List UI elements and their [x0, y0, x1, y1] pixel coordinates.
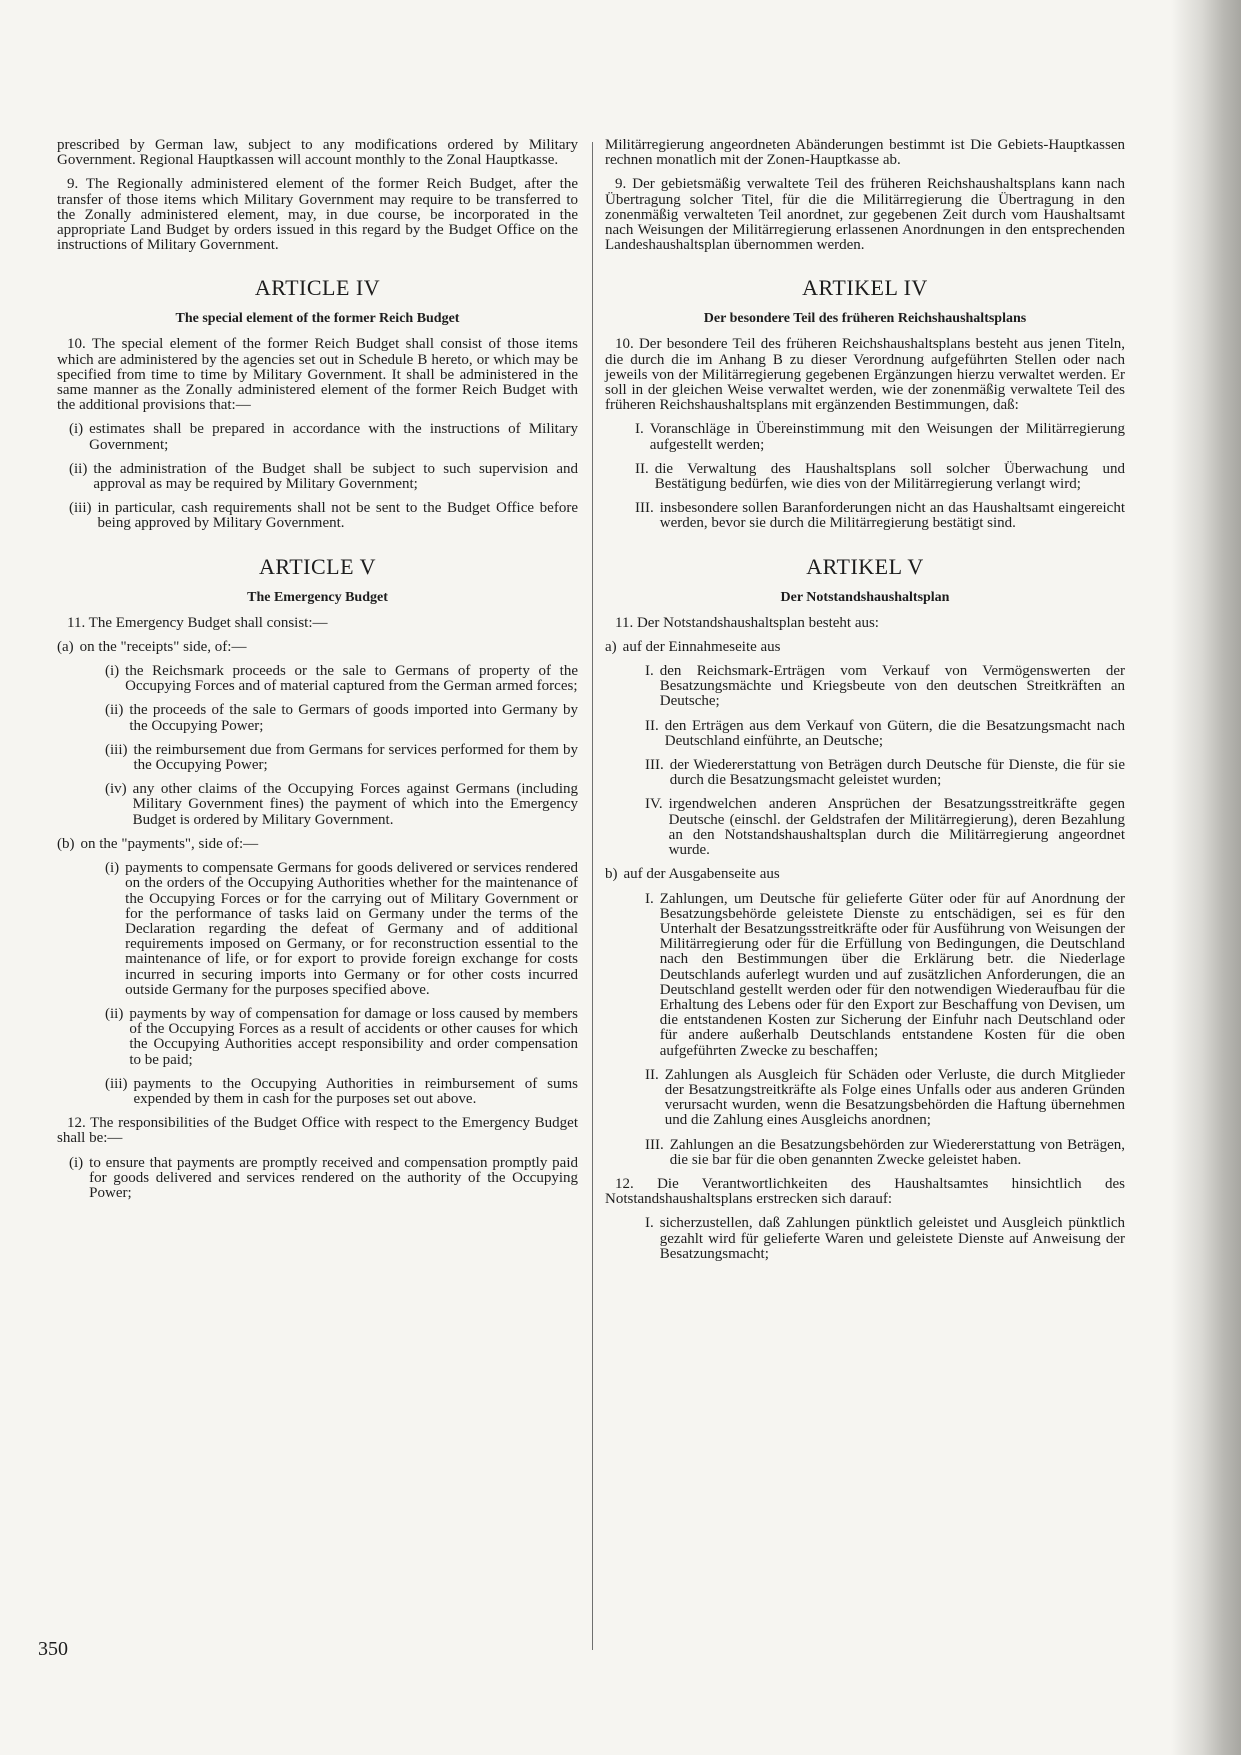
- en-payments-item: (iii) payments to the Occupying Authorities in reimbursement of sums expended by them in cash for the purposes set out above.: [105, 1075, 578, 1107]
- en-receipts-item: (iv) any other claims of the Occupying Forces against Germans (including Military Government fines) the payment of which into the Emergency Budget is ordered by Military Government.: [105, 781, 578, 828]
- en-para-11-b: (b) on the "payments", side of:—: [57, 835, 259, 852]
- en-article-iv-subheading: The special element of the former Reich Budget: [175, 311, 460, 327]
- de-article-iv-heading: ARTIKEL IV: [802, 275, 928, 301]
- en-para-12-item: (i) to ensure that payments are promptly received and compensation promptly paid for goods delivered and services rendered on the authority of the Occupying Power;: [69, 1154, 578, 1201]
- german-column: [605, 138, 1125, 1271]
- de-para-11: 11. Der Notstandshaushaltsplan besteht aus:: [615, 614, 879, 631]
- en-para-9: 9. The Regionally administered element of the former Reich Budget, after the transfer of those items which Military Government may require to be transferred to the Zonally administered element, may, in due course, be incorporated in the appropriate Land Budget by orders issued in this regard by the Budget Office on the instructions of Military Government.: [57, 176, 578, 254]
- en-para-10-item: (ii) the administration of the Budget shall be subject to such supervision and approval as may be required by Military Government;: [69, 460, 578, 493]
- de-receipts-item: II. den Erträgen aus dem Verkauf von Gütern, die die Besatzungsmacht nach Deutschland einführte, an Deutsche;: [645, 717, 1125, 749]
- en-para-10: 10. The special element of the former Reich Budget shall consist of those items which are administered by the agencies set out in Schedule B hereto, or which may be specified from time to time by Military Government. It shall be administered in the same manner as the Zonally administered element of the former Reich Budget with the additional provisions that:—: [57, 336, 578, 414]
- en-para-11: 11. The Emergency Budget shall consist:—: [67, 614, 328, 631]
- en-para-10-item: (iii) in particular, cash requirements shall not be sent to the Budget Office before being approved by Military Government.: [69, 500, 578, 532]
- en-article-v-subheading: The Emergency Budget: [247, 589, 388, 605]
- page-number: 350: [38, 1638, 68, 1660]
- en-para-continuation: prescribed by German law, subject to any modifications ordered by Military Government. Regional Hauptkassen will account monthly to the Zonal Hauptkasse.: [57, 137, 578, 169]
- en-payments-item: (ii) payments by way of compensation for damage or loss caused by members of the Occupying Forces as a result of accidents or other causes for which the Occupying Authorities accept responsibility and order compensation to be paid;: [105, 1005, 578, 1068]
- en-para-11-a: (a) on the "receipts" side, of:—: [57, 638, 247, 655]
- de-article-iv-subheading: Der besondere Teil des früheren Reichshaushaltsplans: [703, 311, 1027, 327]
- column-divider: [592, 142, 593, 1650]
- de-receipts-item: III. der Wiedererstattung von Beträgen durch Deutsche für Dienste, die für sie durch die Besatzungsmacht geleistet wurden;: [645, 757, 1125, 789]
- de-payments-item: I. Zahlungen, um Deutsche für gelieferte Güter oder für auf Anordnung der Besatzungsbehörde geleistete Dienste zu entschädigen, sei es für den Unterhalt der Besatzungsstreitkräfte oder für Ausführung von Weisungen der Militärregierung oder für die Erfüllung von Bedingungen, die Deutschland nach den Bestimmungen über die Erklärung betr. die Niederlage Deutschlands auferlegt wurden und auf zusätzlichen Anforderungen, die an Deutschland gestellt werden oder für den notwendigen Wiederaufbau für die Erhaltung des Lebens oder für den Export zur Beschaffung von Devisen, um die entstandenen Kosten zur Sicherung der Einfuhr nach Deutschland oder für andere außerhalb Deutschlands entstandene Kosten für die oben aufgeführten Zwecke zu beschaffen;: [645, 890, 1125, 1059]
- de-receipts-item: IV. irgendwelchen anderen Ansprüchen der Besatzungsstreitkräfte gegen Deutsche (einschl. der Geldstrafen der Militärregierung), deren Bezahlung an den Notstandshaushaltsplan durch die Militärregierung angeordnet wurde.: [645, 796, 1125, 859]
- en-receipts-item: (i) the Reichsmark proceeds or the sale to Germans of property of the Occupying Forces and of material captured from the German armed forces;: [105, 663, 578, 695]
- en-article-iv-heading: ARTICLE IV: [254, 275, 381, 301]
- de-article-v-heading: ARTIKEL V: [806, 553, 924, 579]
- de-para-11-b: b) auf der Ausgabenseite aus: [605, 866, 780, 883]
- en-payments-item: (i) payments to compensate Germans for goods delivered or services rendered on the orders of the Occupying Authorities whether for the maintenance of the Occupying Forces or for the carrying out of Military Government or for the performance of tasks laid on Germany under the terms of the Declaration regarding the defeat of Germany and of additional requirements imposed on Germany, or for reconstruction essential to the maintenance of life, or for export to provide foreign exchange for costs incurred in securing imports into Germany or for other costs incurred outside Germany for the purposes specified above.: [105, 860, 578, 998]
- en-receipts-item: (ii) the proceeds of the sale to Germars of goods imported into Germany by the Occupying Power;: [105, 702, 578, 734]
- de-para-10-item: II. die Verwaltung des Haushaltsplans soll solcher Überwachung und Bestätigung bedürfen, wie dies von der Militärregierung verlangt wird;: [635, 460, 1125, 493]
- english-column: [57, 138, 578, 1210]
- de-payments-item: III. Zahlungen an die Besatzungsbehörden zur Wiedererstattung von Beträgen, die sie bar für die oben genannten Zwecke geleistet haben.: [645, 1136, 1125, 1168]
- de-para-11-a: a) auf der Einnahmeseite aus: [605, 638, 781, 655]
- en-article-v-heading: ARTICLE V: [258, 553, 377, 579]
- de-para-10-item: III. insbesondere sollen Baranforderungen nicht an das Haushaltsamt eingereicht werden, bevor sie durch die Militärregierung bestätigt sind.: [635, 500, 1125, 532]
- de-para-12-item: I. sicherzustellen, daß Zahlungen pünktlich geleistet und Ausgleich pünktlich gezahlt wird für gelieferte Waren und geleistete Dienste auf Anweisung der Besatzungsmacht;: [645, 1215, 1125, 1262]
- de-receipts-item: I. den Reichsmark-Erträgen vom Verkauf von Vermögenswerten der Besatzungsmächte und Kriegsbeute von den deutschen Streitkräften an Deutsche;: [645, 663, 1125, 710]
- de-para-10: 10. Der besondere Teil des früheren Reichshaushaltsplans besteht aus jenen Titeln, die durch die im Anhang B zu dieser Verordnung aufgeführten Stellen oder nach jeweils von der Militärregierung gegebenen Ergänzungen hierzu verwaltet werden. Er soll in der gleichen Weise verwaltet werden, wie der zonenmäßig verwaltete Teil des früheren Reichshaushaltsplans mit ergänzenden Bestimmungen, daß:: [605, 336, 1125, 414]
- de-article-v-subheading: Der Notstandshaushaltsplan: [780, 589, 950, 605]
- de-para-continuation: Militärregierung angeordneten Abänderungen bestimmt ist Die Gebiets-Hauptkassen rechnen monatlich mit der Zonen-Hauptkasse ab.: [605, 137, 1125, 169]
- en-para-10-item: (i) estimates shall be prepared in accordance with the instructions of Military Government;: [69, 421, 578, 453]
- de-para-12: 12. Die Verantwortlichkeiten des Haushaltsamtes hinsichtlich des Notstandshaushaltsplans erstrecken sich darauf:: [605, 1175, 1125, 1208]
- de-payments-item: II. Zahlungen als Ausgleich für Schäden oder Verluste, die durch Mitglieder der Besatzungstreitkräfte als Folge eines Unfalls oder aus anderen Gründen verursacht wurden, wenn die Besatzungsbehörden die Haftung übernehmen und die Zahlung eines Ausgleichs anordnen;: [645, 1066, 1125, 1129]
- de-para-10-item: I. Voranschläge in Übereinstimmung mit den Weisungen der Militärregierung aufgestellt werden;: [635, 421, 1125, 453]
- de-para-9: 9. Der gebietsmäßig verwaltete Teil des früheren Reichshaushaltsplans kann nach Übertragung solcher Titel, für die die Militärregierung die Übertragung in den zonenmäßig verwalteten Teil anordnet, zur gegebenen Zeit durch vom Haushaltsamt nach Weisungen der Militärregierung erlassenen Anordnungen in den entsprechenden Landeshaushaltsplan übernommen werden.: [605, 176, 1125, 254]
- en-receipts-item: (iii) the reimbursement due from Germans for services performed for them by the Occupying Power;: [105, 741, 578, 774]
- en-para-12: 12. The responsibilities of the Budget Office with respect to the Emergency Budget shall be:—: [57, 1115, 578, 1147]
- scanned-page-edge: [1171, 0, 1241, 1755]
